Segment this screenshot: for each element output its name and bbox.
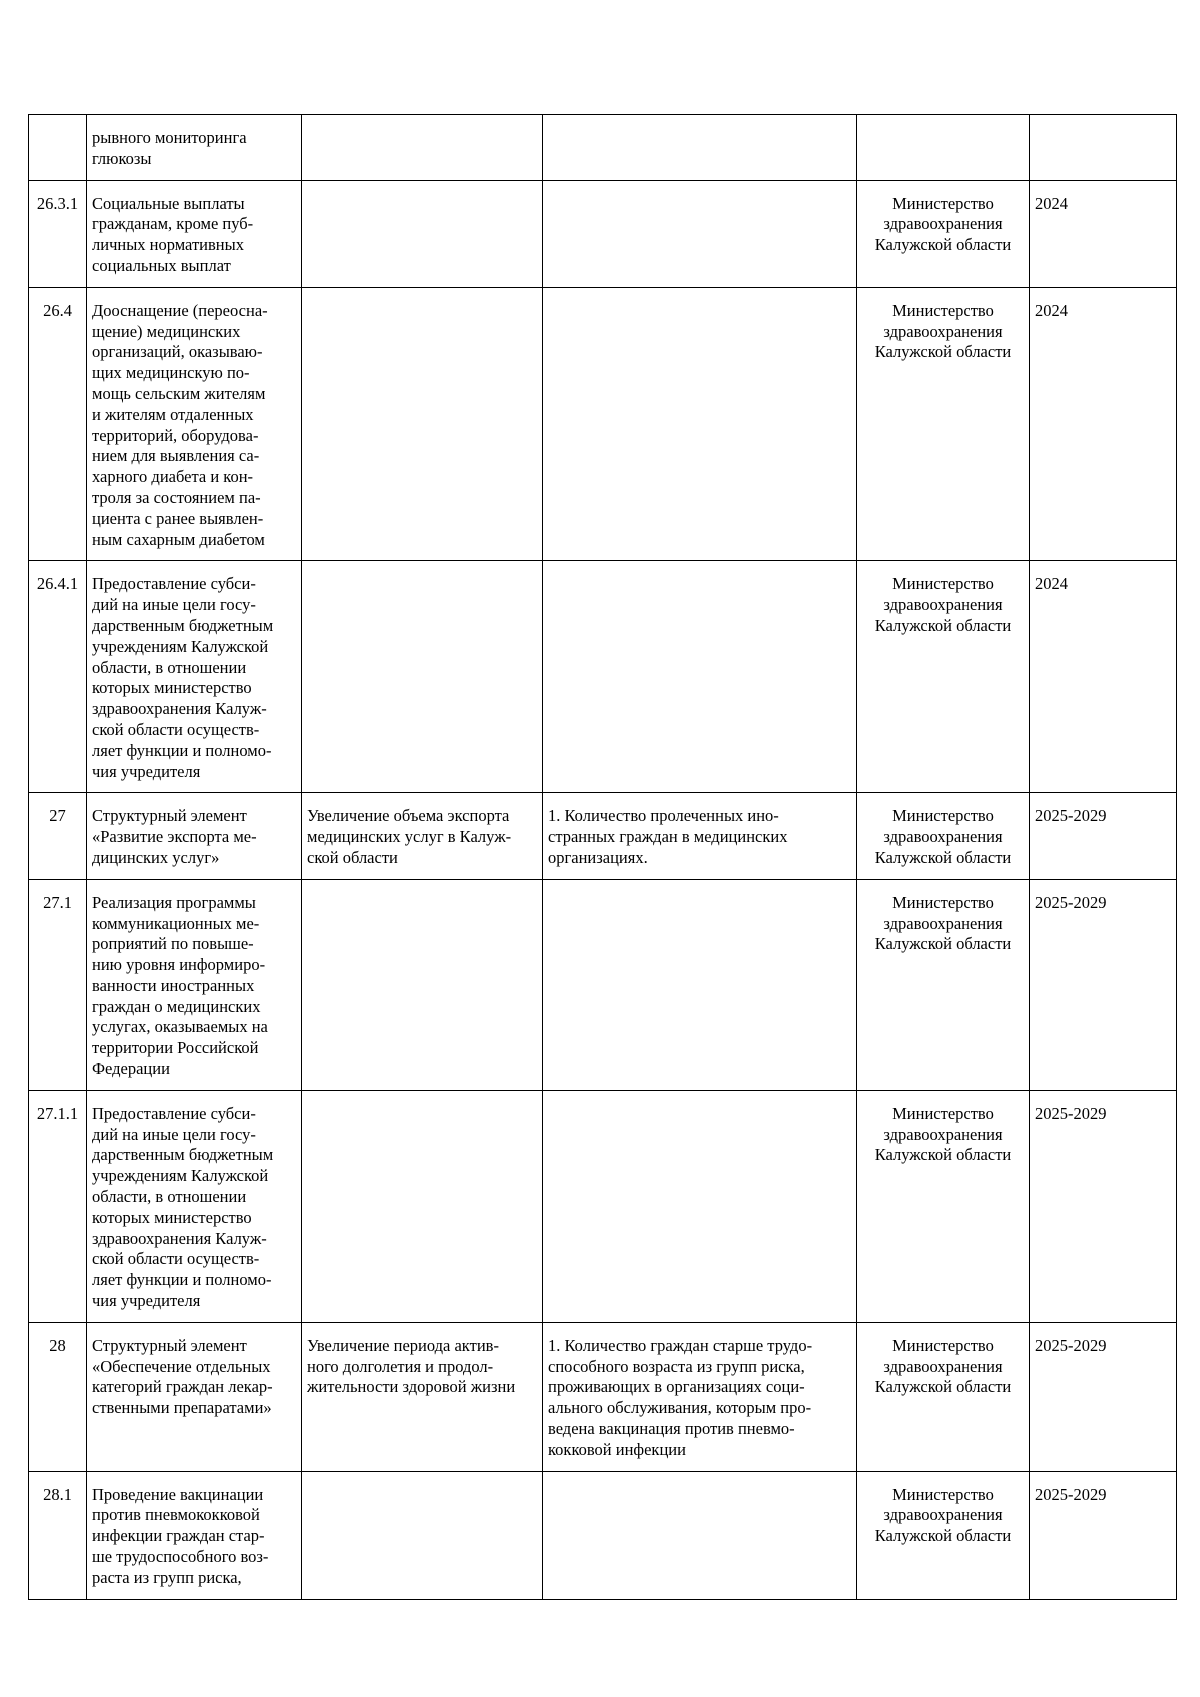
cell-responsible: Министерство здравоохранения Калужской области	[857, 180, 1030, 287]
cell-responsible: Министерство здравоохранения Калужской области	[857, 1090, 1030, 1322]
cell-task	[302, 115, 543, 181]
cell-period: 2025-2029	[1030, 1090, 1177, 1322]
cell-responsible: Министерство здравоохранения Калужской области	[857, 287, 1030, 561]
cell-task	[302, 561, 543, 793]
cell-period: 2024	[1030, 561, 1177, 793]
cell-measure-name: Проведение вакцинации против пневмококковой инфекции граждан стар- ше трудоспособного воз- раста из групп риска,	[87, 1471, 302, 1599]
table-row	[29, 561, 1177, 793]
cell-indicator	[543, 1471, 857, 1599]
cell-measure-name: рывного мониторинга глюкозы	[87, 115, 302, 181]
cell-number: 28	[29, 1322, 87, 1471]
cell-task: Увеличение периода актив- ного долголетия и продол- жительности здоровой жизни	[302, 1322, 543, 1471]
cell-task	[302, 1471, 543, 1599]
cell-number: 27.1	[29, 879, 87, 1090]
cell-responsible	[857, 115, 1030, 181]
cell-indicator: 1. Количество пролеченных ино- странных граждан в медицинских организациях.	[543, 793, 857, 879]
cell-task: Увеличение объема экспорта медицинских услуг в Калуж- ской области	[302, 793, 543, 879]
cell-indicator	[543, 1090, 857, 1322]
cell-task	[302, 1090, 543, 1322]
cell-measure-name: Дооснащение (переосна- щение) медицинских организаций, оказываю- щих медицинскую по- мощь сельским жителям и жителям отдаленных территорий, оборудова- нием для выявления са- харного диабета и кон- троля за состоянием па- циента с ранее выявлен- ным сахарным диабетом	[87, 287, 302, 561]
cell-number: 26.4.1	[29, 561, 87, 793]
cell-measure-name: Реализация программы коммуникационных ме- роприятий по повыше- нию уровня информиро- ванности иностранных граждан о медицинских услугах, оказываемых на территории Российской Федерации	[87, 879, 302, 1090]
cell-task	[302, 287, 543, 561]
cell-responsible: Министерство здравоохранения Калужской области	[857, 793, 1030, 879]
cell-period: 2025-2029	[1030, 1322, 1177, 1471]
cell-responsible: Министерство здравоохранения Калужской области	[857, 879, 1030, 1090]
table-row	[29, 793, 1177, 879]
table-body	[29, 115, 1177, 1600]
cell-period	[1030, 115, 1177, 181]
table-row	[29, 879, 1177, 1090]
cell-indicator	[543, 287, 857, 561]
cell-number: 26.4	[29, 287, 87, 561]
cell-indicator	[543, 879, 857, 1090]
cell-number: 27	[29, 793, 87, 879]
cell-period: 2025-2029	[1030, 879, 1177, 1090]
cell-responsible: Министерство здравоохранения Калужской области	[857, 1471, 1030, 1599]
table-row	[29, 1322, 1177, 1471]
cell-period: 2025-2029	[1030, 793, 1177, 879]
cell-number	[29, 115, 87, 181]
cell-number: 28.1	[29, 1471, 87, 1599]
measures-table	[28, 114, 1177, 1600]
cell-indicator	[543, 115, 857, 181]
cell-indicator	[543, 561, 857, 793]
cell-task	[302, 879, 543, 1090]
cell-number: 26.3.1	[29, 180, 87, 287]
cell-measure-name: Предоставление субси- дий на иные цели госу- дарственным бюджетным учреждениям Калужской области, в отношении которых министерство здравоохранения Калуж- ской области осуществ- ляет функции и полномо- чия учредителя	[87, 561, 302, 793]
table-row	[29, 115, 1177, 181]
cell-indicator: 1. Количество граждан старше трудо- способного возраста из групп риска, проживающих в организациях соци- ального обслуживания, которым про- ведена вакцинация против пневмо- кокковой инфекции	[543, 1322, 857, 1471]
table-row	[29, 1090, 1177, 1322]
cell-period: 2024	[1030, 287, 1177, 561]
table-row	[29, 1471, 1177, 1599]
table-row	[29, 180, 1177, 287]
cell-indicator	[543, 180, 857, 287]
cell-measure-name: Структурный элемент «Обеспечение отдельных категорий граждан лекар- ственными препаратами»	[87, 1322, 302, 1471]
cell-responsible: Министерство здравоохранения Калужской области	[857, 1322, 1030, 1471]
cell-number: 27.1.1	[29, 1090, 87, 1322]
cell-period: 2024	[1030, 180, 1177, 287]
cell-responsible: Министерство здравоохранения Калужской области	[857, 561, 1030, 793]
table-row	[29, 287, 1177, 561]
cell-measure-name: Социальные выплаты гражданам, кроме пуб- личных нормативных социальных выплат	[87, 180, 302, 287]
cell-task	[302, 180, 543, 287]
cell-measure-name: Предоставление субси- дий на иные цели госу- дарственным бюджетным учреждениям Калужской области, в отношении которых министерство здравоохранения Калуж- ской области осуществ- ляет функции и полномо- чия учредителя	[87, 1090, 302, 1322]
cell-measure-name: Структурный элемент «Развитие экспорта ме- дицинских услуг»	[87, 793, 302, 879]
cell-period: 2025-2029	[1030, 1471, 1177, 1599]
